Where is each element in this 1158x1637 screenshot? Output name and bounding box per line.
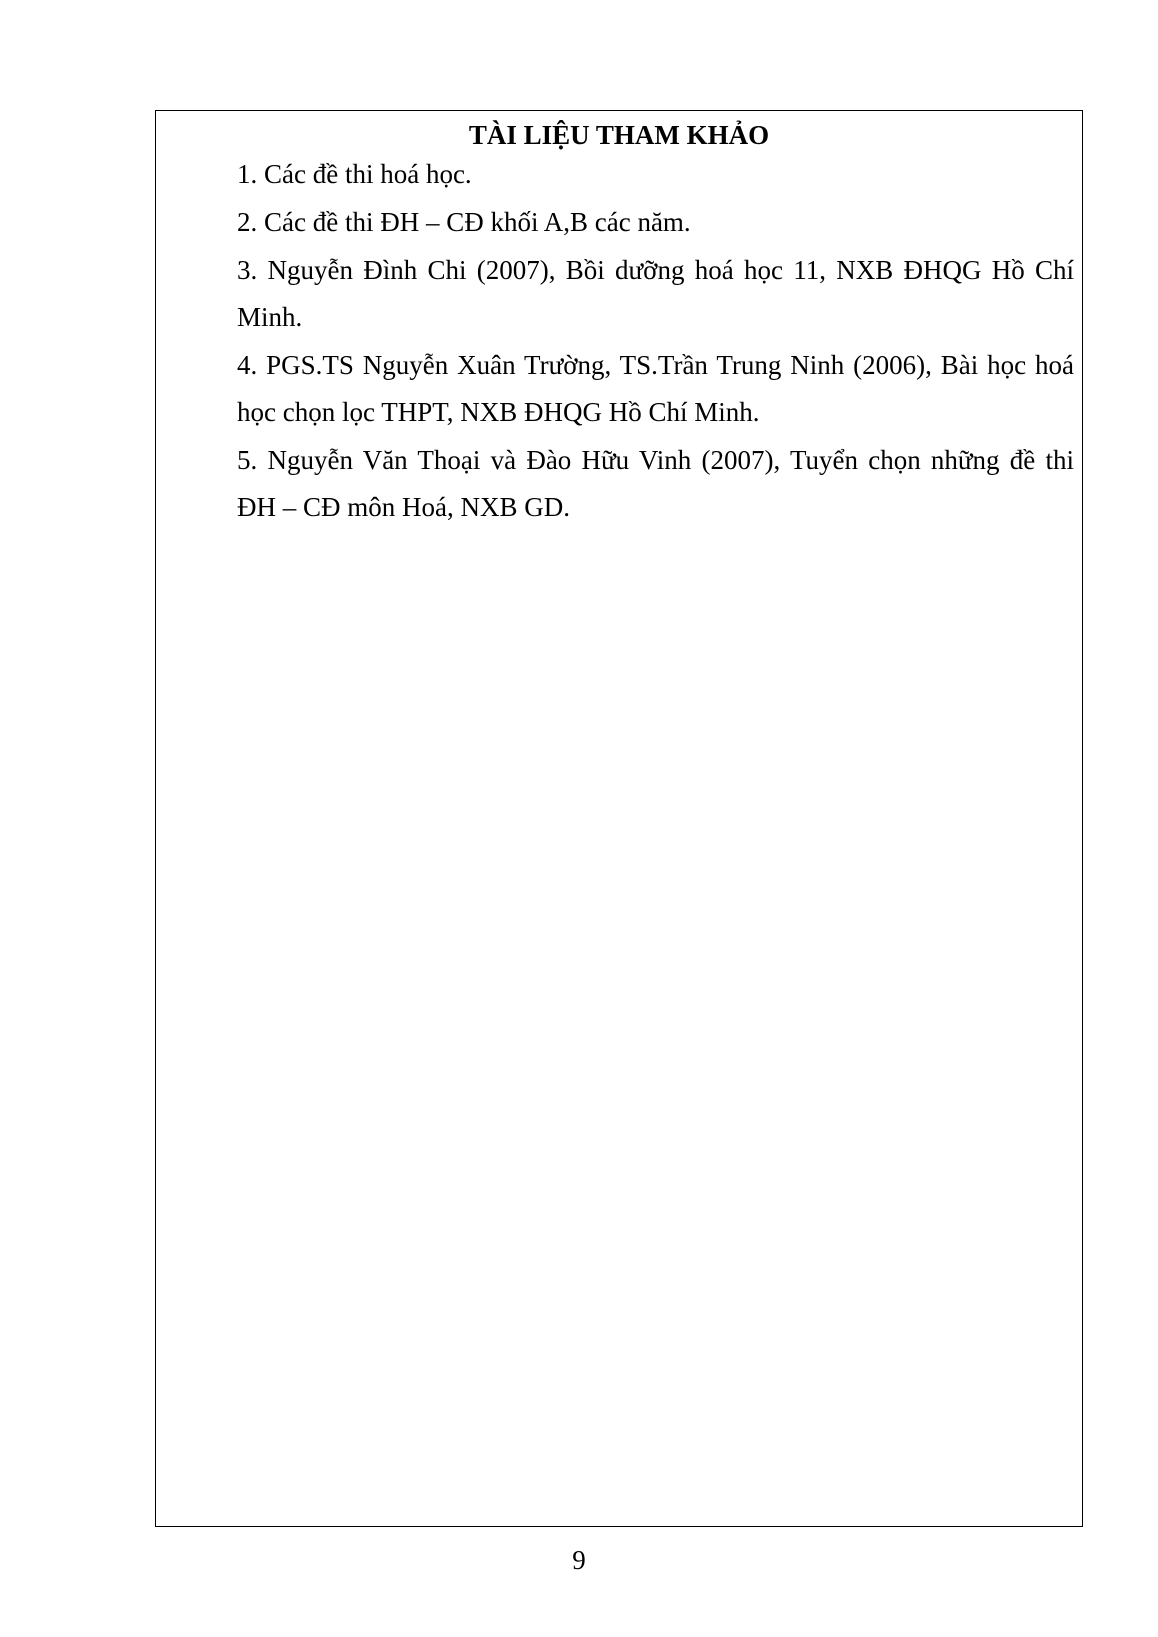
page-frame — [155, 110, 1083, 1527]
reference-item: 3. Nguyễn Đình Chi (2007), Bồi dưỡng hoá học 11, NXB ĐHQG Hồ Chí Minh. — [237, 255, 1074, 332]
page-number: 9 — [572, 1545, 586, 1575]
reference-item: 4. PGS.TS Nguyễn Xuân Trường, TS.Trần Trung Ninh (2006), Bài học hoá học chọn lọc THPT, NXB ĐHQG Hồ Chí Minh. — [237, 350, 1074, 427]
reference-list — [237, 151, 1074, 532]
reference-item: 1. Các đề thi hoá học. — [237, 159, 472, 189]
reference-item: 2. Các đề thi ĐH – CĐ khối A,B các năm. — [237, 207, 691, 237]
reference-item: 5. Nguyễn Văn Thoại và Đào Hữu Vinh (2007), Tuyển chọn những đề thi ĐH – CĐ môn Hoá, NXB GD. — [237, 445, 1074, 522]
page-title: TÀI LIỆU THAM KHẢO — [468, 120, 770, 150]
